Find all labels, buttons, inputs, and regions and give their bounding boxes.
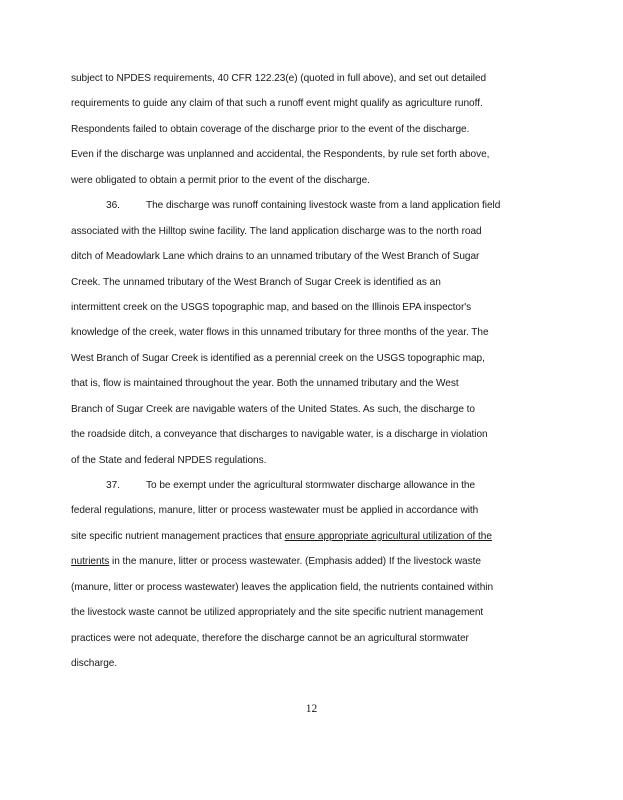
text-line: subject to NPDES requirements, 40 CFR 122.23(e) (quoted in full above), and set out detailed: [71, 73, 487, 84]
text-line: requirements to guide any claim of that such a runoff event might qualify as agriculture runoff.: [71, 98, 483, 110]
paragraph-37-first-line: [71, 473, 549, 498]
text-segment: The discharge was runoff containing livestock waste from a land application field: [146, 200, 501, 212]
text-line: that is, flow is maintained throughout the year. Both the unnamed tributary and the West: [71, 378, 459, 390]
text-line: ditch of Meadowlark Lane which drains to an unnamed tributary of the West Branch of Sugar: [71, 251, 480, 263]
page-number: 12: [305, 703, 318, 715]
text-line: associated with the Hilltop swine facility. The land application discharge was to the north road: [71, 225, 482, 237]
text-line: were obligated to obtain a permit prior to the event of the discharge.: [71, 174, 370, 186]
paragraph-number: 36.: [106, 200, 120, 212]
text-line: Respondents failed to obtain coverage of the discharge prior to the event of the discharge.: [71, 123, 470, 135]
text-line: [71, 524, 549, 549]
text-line: Branch of Sugar Creek are navigable waters of the United States. As such, the discharge to: [71, 403, 475, 415]
text-line: federal regulations, manure, litter or process wastewater must be applied in accordance with: [71, 505, 479, 517]
text-line: intermittent creek on the USGS topographic map, and based on the Illinois EPA inspector's: [71, 301, 472, 313]
text-line: the livestock waste cannot be utilized appropriately and the site specific nutrient management: [71, 607, 484, 619]
text-line: [71, 549, 549, 574]
emphasis-underline: nutrients: [71, 556, 110, 568]
text-line: knowledge of the creek, water flows in this unnamed tributary for three months of the year. The: [71, 327, 489, 339]
text-segment: To be exempt under the agricultural stormwater discharge allowance in the: [146, 480, 476, 491]
text-line: practices were not adequate, therefore the discharge cannot be an agricultural stormwater: [71, 632, 469, 644]
text-line: West Branch of Sugar Creek is identified as a perennial creek on the USGS topographic map,: [71, 352, 485, 364]
text-line: Even if the discharge was unplanned and accidental, the Respondents, by rule set forth above,: [71, 149, 490, 161]
text-line: Creek. The unnamed tributary of the West Branch of Sugar Creek is identified as an: [71, 276, 441, 288]
paragraph-number: 37.: [106, 480, 120, 491]
text-line: (manure, litter or process wastewater) leaves the application field, the nutrients contained within: [71, 581, 494, 593]
text-segment: site specific nutrient management practices that: [71, 530, 285, 542]
emphasis-underline: ensure appropriate agricultural utilization of the: [284, 530, 492, 542]
paragraph-36-first-line: [71, 193, 549, 218]
text-line: discharge.: [71, 658, 118, 670]
body-text: [71, 66, 549, 677]
text-segment: in the manure, litter or process wastewater. (Emphasis added) If the livestock waste: [109, 556, 481, 568]
text-line: of the State and federal NPDES regulations.: [71, 454, 267, 466]
text-line: the roadside ditch, a conveyance that discharges to navigable water, is a discharge in violation: [71, 429, 488, 441]
